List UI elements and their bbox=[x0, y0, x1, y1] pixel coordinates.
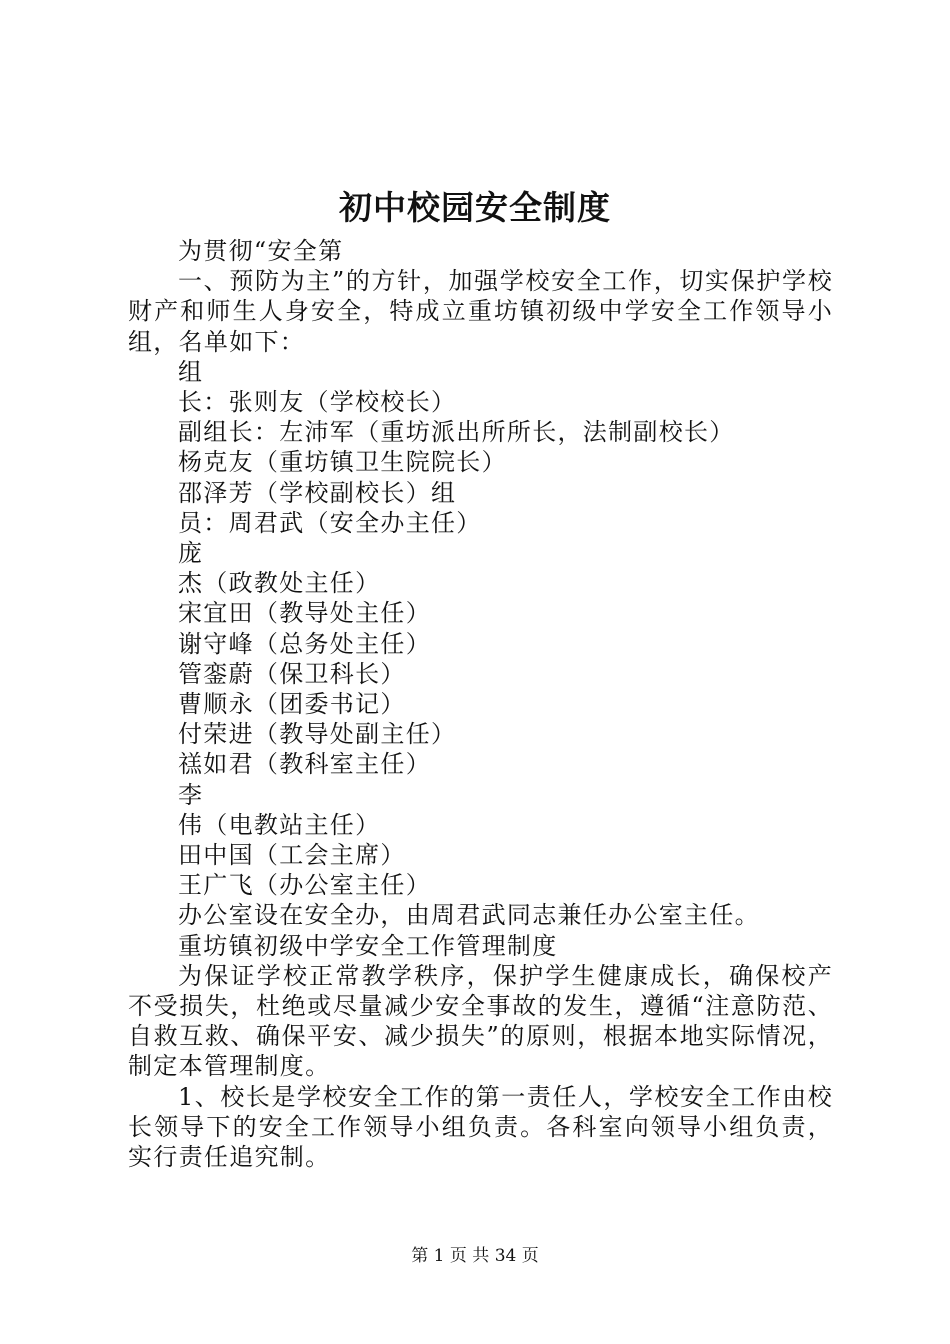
paragraph: 曹顺永（团委书记） bbox=[178, 690, 406, 719]
paragraph: 组 bbox=[178, 357, 204, 386]
paragraph: 伟（电教站主任） bbox=[178, 810, 381, 839]
paragraph: 长：张则友（学校校长） bbox=[178, 388, 457, 417]
paragraph: 杨克友（重坊镇卫生院院长） bbox=[178, 448, 507, 477]
page-footer: 第 1 页 共 34 页 bbox=[411, 1246, 539, 1266]
paragraph: 为保证学校正常教学秩序，保护学生健康成长，确保校产不受损失，杜绝或尽量减少安全事故的发生，遵循“注意防范、自救互救、确保平安、减少损失”的原则，根据本地实际情况，制定本管理制度。 bbox=[128, 961, 833, 1081]
paragraph: 邵泽芳（学校副校长）组 bbox=[178, 478, 457, 507]
document-title: 初中校园安全制度 bbox=[339, 188, 611, 227]
paragraph: 副组长：左沛军（重坊派出所所长，法制副校长） bbox=[178, 418, 735, 447]
document-body bbox=[128, 236, 833, 1172]
paragraph: 重坊镇初级中学安全工作管理制度 bbox=[178, 931, 558, 960]
paragraph: 为贯彻“安全第 bbox=[178, 237, 344, 265]
paragraph: 一、预防为主”的方针，加强学校安全工作，切实保护学校财产和师生人身安全，特成立重坊镇初级中学安全工作领导小组，名单如下： bbox=[128, 267, 833, 356]
paragraph: 办公室设在安全办，由周君武同志兼任办公室主任。 bbox=[178, 901, 760, 930]
paragraph: 宋宜田（教导处主任） bbox=[178, 599, 431, 628]
paragraph: 杰（政教处主任） bbox=[178, 569, 381, 598]
paragraph: 禚如君（教科室主任） bbox=[178, 750, 431, 779]
paragraph: 1、校长是学校安全工作的第一责任人，学校安全工作由校长领导下的安全工作领导小组负责。各科室向领导小组负责，实行责任追究制。 bbox=[128, 1082, 833, 1172]
paragraph: 王广飞（办公室主任） bbox=[178, 871, 431, 900]
paragraph: 管銮蔚（保卫科长） bbox=[178, 659, 406, 688]
paragraph: 谢守峰（总务处主任） bbox=[178, 629, 431, 658]
paragraph: 李 bbox=[178, 780, 204, 809]
paragraph: 付荣进（教导处副主任） bbox=[178, 720, 457, 749]
paragraph: 庞 bbox=[178, 539, 204, 568]
paragraph: 员：周君武（安全办主任） bbox=[178, 508, 482, 537]
paragraph: 田中国（工会主席） bbox=[178, 841, 406, 870]
